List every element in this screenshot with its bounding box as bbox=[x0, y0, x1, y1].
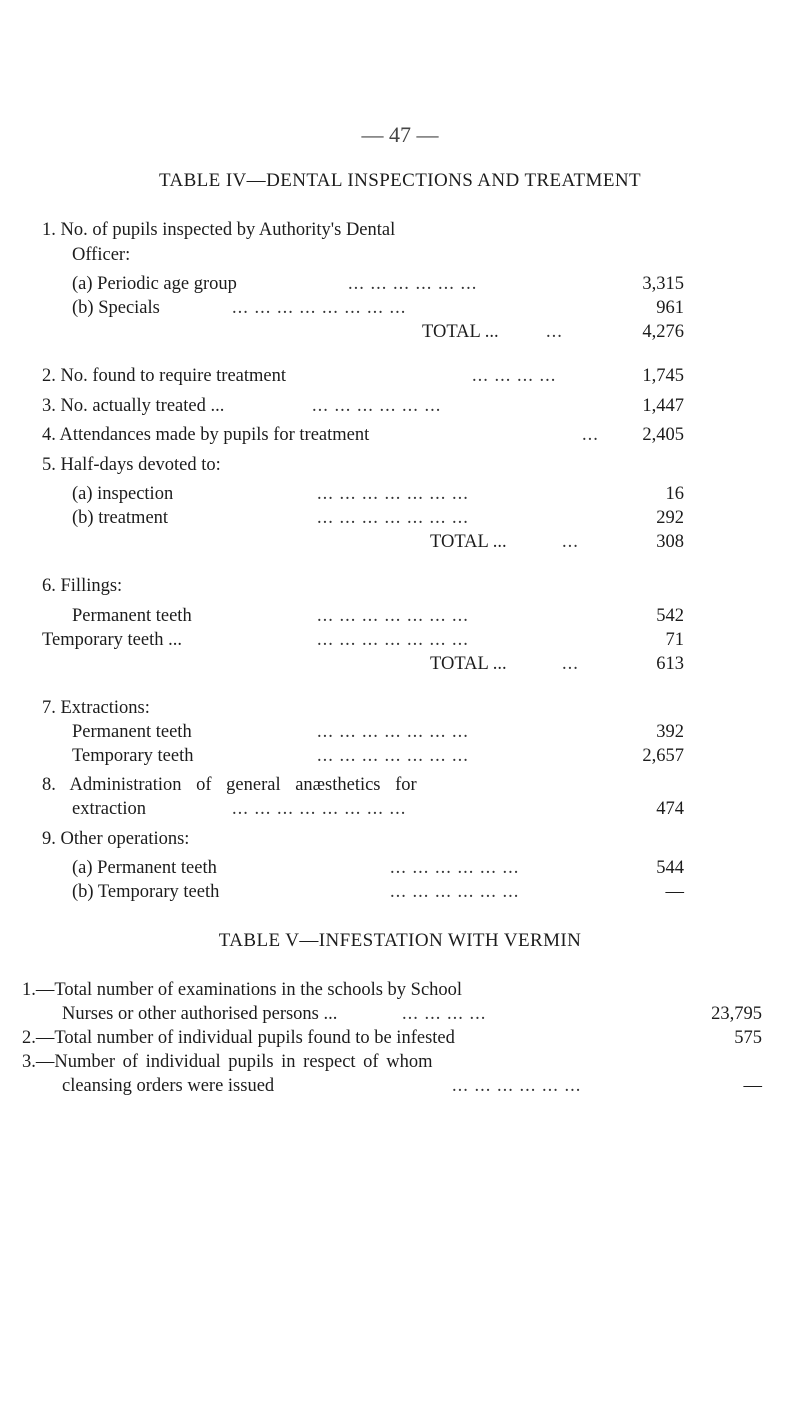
t4-item5-total-row bbox=[72, 530, 684, 554]
row-label: 4. Attendances made by pupils for treatment bbox=[42, 425, 370, 445]
row-label: Permanent teeth bbox=[72, 722, 192, 742]
row-label: Temporary teeth bbox=[72, 746, 194, 766]
t4-item1a-row bbox=[72, 272, 684, 296]
row-label: (b) treatment bbox=[72, 508, 169, 528]
leader-dots: ... bbox=[546, 322, 563, 342]
row-value: — bbox=[665, 882, 684, 902]
t5-item1-line1: 1.—Total number of examinations in the schools by School bbox=[22, 980, 463, 1000]
row-value: 23,795 bbox=[711, 1004, 762, 1024]
row-label: 2.—Total number of individual pupils found to be infested bbox=[22, 1028, 455, 1048]
t4-item8-row bbox=[72, 797, 684, 821]
total-value: 308 bbox=[656, 532, 684, 552]
t4-item9a-row bbox=[72, 856, 684, 880]
row-label: Nurses or other authorised persons ... bbox=[62, 1004, 338, 1024]
row-label: Permanent teeth bbox=[72, 606, 192, 626]
t4-item6a-row bbox=[72, 604, 684, 628]
t4-item4-row bbox=[42, 423, 684, 447]
row-label: extraction bbox=[72, 799, 146, 819]
row-value: 292 bbox=[656, 508, 684, 528]
leader-dots: ... bbox=[562, 532, 579, 552]
t4-item1b-row bbox=[72, 296, 684, 320]
total-label: TOTAL ... bbox=[430, 654, 507, 674]
row-value: 16 bbox=[665, 484, 684, 504]
leader-dots: ... bbox=[562, 654, 579, 674]
t4-item1-line1: 1. No. of pupils inspected by Authority's Dental bbox=[42, 220, 396, 240]
t4-item6b-row bbox=[42, 628, 684, 652]
t4-item7a-row bbox=[72, 720, 684, 744]
t4-item9b-row bbox=[72, 880, 684, 904]
leader-dots: ... ... ... ... bbox=[402, 1004, 487, 1024]
row-label: (b) Specials bbox=[72, 298, 160, 318]
row-label: (a) inspection bbox=[72, 484, 174, 504]
row-label: 3. No. actually treated ... bbox=[42, 396, 225, 416]
leader-dots: ... ... ... ... ... ... bbox=[390, 858, 520, 878]
t5-item1-row bbox=[62, 1002, 762, 1026]
row-value: 2,405 bbox=[642, 425, 684, 445]
row-value: 961 bbox=[656, 298, 684, 318]
row-value: — bbox=[743, 1076, 762, 1096]
total-label: TOTAL ... bbox=[430, 532, 507, 552]
leader-dots: ... ... ... ... ... ... ... bbox=[317, 746, 469, 766]
t4-item8-line1: 8. Administration of general anæsthetics for bbox=[42, 775, 417, 795]
total-value: 613 bbox=[656, 654, 684, 674]
total-value: 4,276 bbox=[642, 322, 684, 342]
leader-dots: ... ... ... ... bbox=[472, 366, 557, 386]
row-value: 575 bbox=[734, 1028, 762, 1048]
t4-item5b-row bbox=[72, 506, 684, 530]
t4-item2-row bbox=[42, 364, 684, 388]
t4-item7b-row bbox=[72, 744, 684, 768]
leader-dots: ... ... ... ... ... ... ... bbox=[317, 508, 469, 528]
t4-item7-heading: 7. Extractions: bbox=[42, 698, 150, 718]
leader-dots: ... ... ... ... ... ... ... ... bbox=[232, 799, 407, 819]
row-value: 392 bbox=[656, 722, 684, 742]
leader-dots: ... ... ... ... ... ... ... bbox=[317, 722, 469, 742]
row-label: (a) Periodic age group bbox=[72, 274, 237, 294]
row-value: 2,657 bbox=[642, 746, 684, 766]
t5-item3-row bbox=[62, 1074, 762, 1098]
row-value: 71 bbox=[665, 630, 684, 650]
leader-dots: ... ... ... ... ... ... ... bbox=[317, 630, 469, 650]
row-value: 1,447 bbox=[642, 396, 684, 416]
t4-item3-row bbox=[42, 394, 684, 418]
leader-dots: ... ... ... ... ... ... ... ... bbox=[232, 298, 407, 318]
leader-dots: ... ... ... ... ... ... ... bbox=[317, 484, 469, 504]
leader-dots: ... ... ... ... ... ... ... bbox=[317, 606, 469, 626]
t4-item1-line2: Officer: bbox=[72, 245, 131, 265]
row-label: (b) Temporary teeth bbox=[72, 882, 220, 902]
row-value: 3,315 bbox=[642, 274, 684, 294]
row-label: Temporary teeth ... bbox=[42, 630, 182, 650]
row-label: 2. No. found to require treatment bbox=[42, 366, 287, 386]
row-value: 542 bbox=[656, 606, 684, 626]
leader-dots: ... ... ... ... ... ... bbox=[312, 396, 442, 416]
table-v-title: TABLE V—INFESTATION WITH VERMIN bbox=[218, 930, 582, 951]
leader-dots: ... ... ... ... ... ... bbox=[390, 882, 520, 902]
t4-item5-heading: 5. Half-days devoted to: bbox=[42, 455, 221, 475]
row-label: cleansing orders were issued bbox=[62, 1076, 275, 1096]
t5-item3-line1: 3.—Number of individual pupils in respect of whom bbox=[22, 1052, 433, 1072]
leader-dots: ... ... ... ... ... ... bbox=[452, 1076, 582, 1096]
t4-item1-total-row bbox=[72, 320, 684, 344]
page-number: — 47 — bbox=[361, 122, 439, 147]
t4-item6-total-row bbox=[72, 652, 684, 676]
row-value: 544 bbox=[656, 858, 684, 878]
row-label: (a) Permanent teeth bbox=[72, 858, 217, 878]
t4-item5a-row bbox=[72, 482, 684, 506]
row-value: 1,745 bbox=[642, 366, 684, 386]
row-value: 474 bbox=[656, 799, 684, 819]
leader-dots: ... bbox=[582, 425, 599, 445]
t5-item2-row bbox=[22, 1026, 762, 1050]
table-iv-title: TABLE IV—DENTAL INSPECTIONS AND TREATMENT bbox=[158, 170, 641, 191]
total-label: TOTAL ... bbox=[422, 322, 499, 342]
leader-dots: ... ... ... ... ... ... bbox=[348, 274, 478, 294]
t4-item6-heading: 6. Fillings: bbox=[42, 576, 123, 596]
t4-item9-heading: 9. Other operations: bbox=[42, 829, 190, 849]
